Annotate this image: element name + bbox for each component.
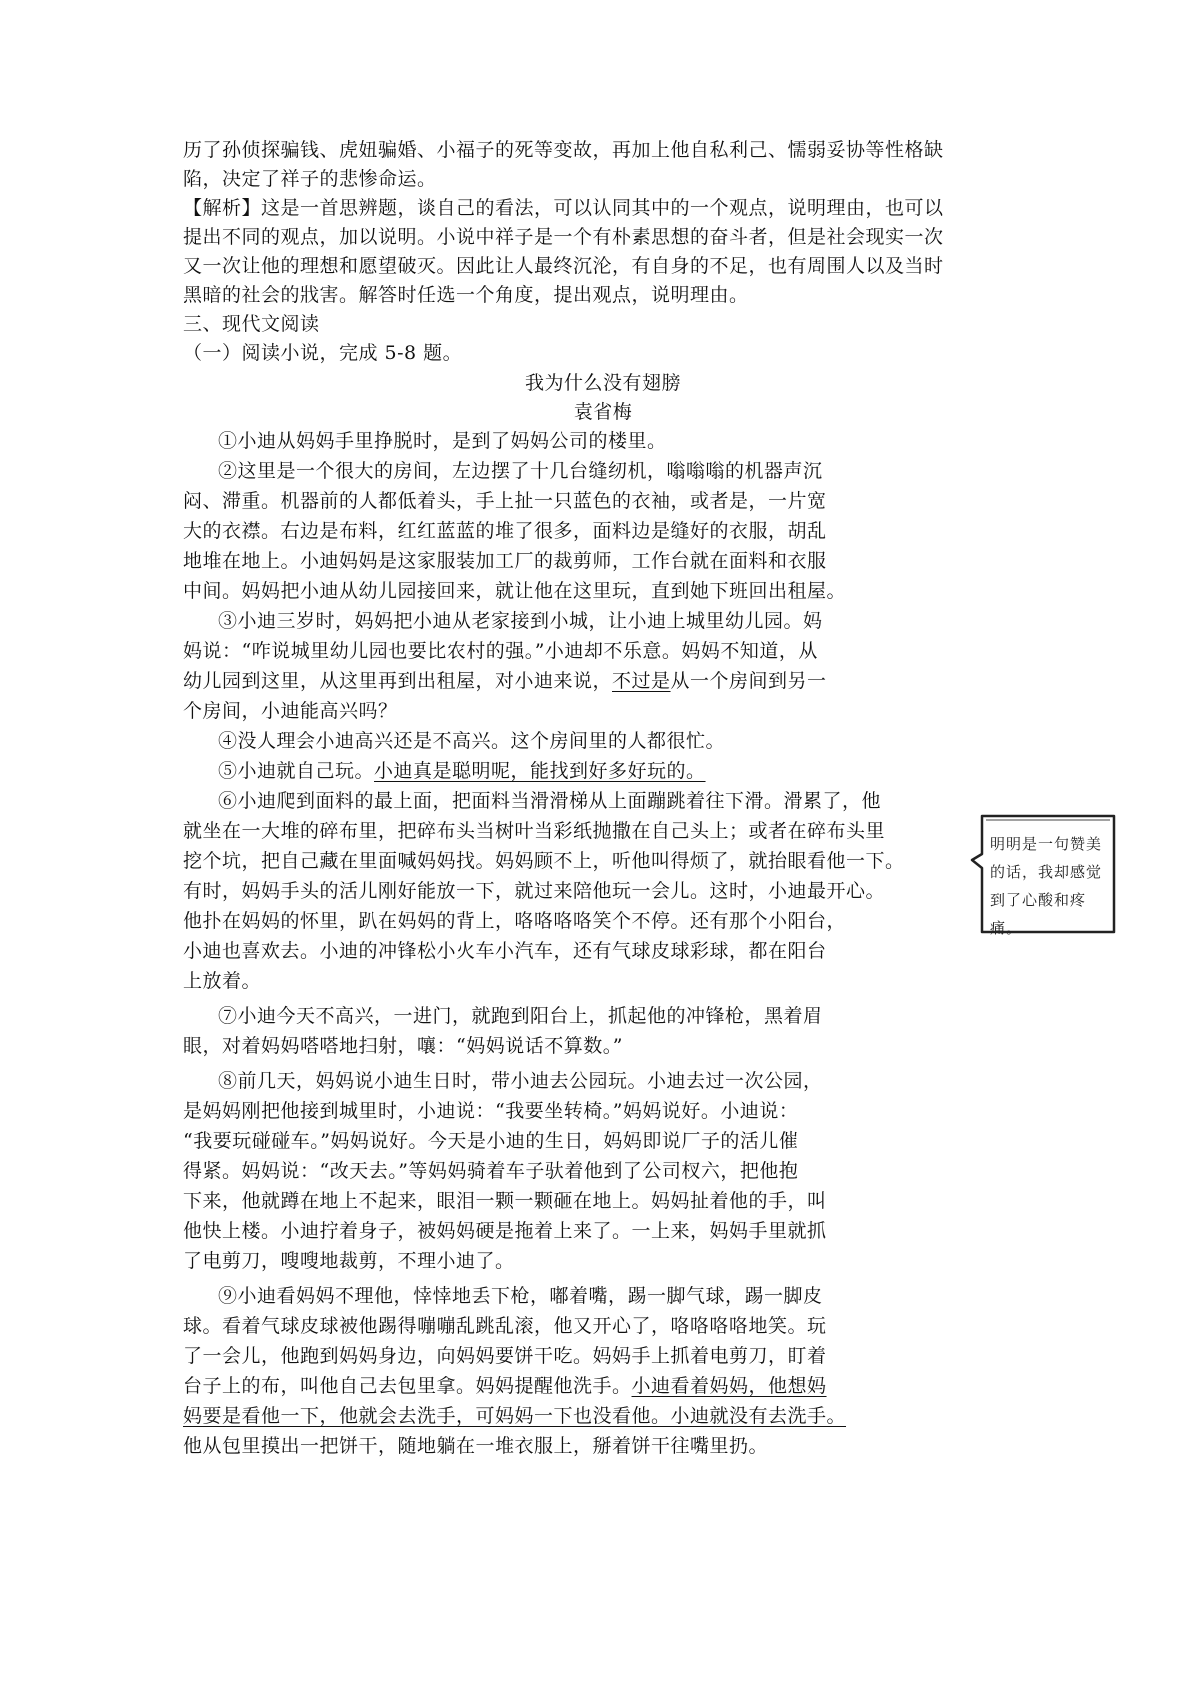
continuation-line-1: 历了孙侦探骗钱、虎妞骗婚、小福子的死等变故，再加上他自私利己、懦弱妥协等性格缺 [183, 139, 944, 161]
paragraph-6-line: 上放着。 [183, 970, 262, 992]
paragraph-8-line: 得紧。妈妈说：“改天去。”等妈妈骑着车子驮着他到了公司杈六，把他抱 [183, 1160, 799, 1182]
underlined-phrase: 不过是 [612, 670, 671, 692]
paragraph-6-line: 就坐在一大堆的碎布里，把碎布头当树叶当彩纸抛撒在自己头上；或者在碎布头里 [183, 820, 886, 842]
paragraph-6-line: 他扑在妈妈的怀里，趴在妈妈的背上，咯咯咯咯笑个不停。还有那个小阳台， [183, 910, 847, 932]
paragraph-7-line: 眼，对着妈妈嗒嗒地扫射，嚷：“妈妈说话不算数。” [183, 1035, 623, 1057]
paragraph-3-text: 从一个房间到另一 [670, 670, 827, 692]
paragraph-9-line: 球。看着气球皮球被他踢得嘣嘣乱跳乱滚，他又开心了，咯咯咯咯地笑。玩 [183, 1315, 827, 1337]
underlined-sentence: 小迪真是聪明呢，能找到好多好玩的。 [374, 760, 706, 782]
paragraph-5 [218, 757, 706, 785]
paragraph-2-line: 闷、滞重。机器前的人都低着头，手上扯一只蓝色的衣袖，或者是，一片宽 [183, 490, 827, 512]
paragraph-9-line: 了一会儿，他跑到妈妈身边，向妈妈要饼干吃。妈妈手上抓着电剪刀，盯着 [183, 1345, 827, 1367]
paragraph-9-line: ⑨小迪看妈妈不理他，悻悻地丢下枪，嘟着嘴，踢一脚气球，踢一脚皮 [218, 1285, 823, 1307]
analysis-line-3: 又一次让他的理想和愿望破灭。因此让人最终沉沦，有自身的不足，也有周围人以及当时 [183, 255, 944, 277]
paragraph-8-line: 了电剪刀，嗖嗖地裁剪，不理小迪了。 [183, 1250, 515, 1272]
story-author: 袁省梅 [573, 401, 633, 423]
paragraph-2-line: 大的衣襟。右边是布料，红红蓝蓝的堆了很多，面料边是缝好的衣服，胡乱 [183, 520, 827, 542]
paragraph-2-line: 地堆在地上。小迪妈妈是这家服装加工厂的裁剪师，工作台就在面料和衣服 [183, 550, 827, 572]
continuation-line-2: 陷，决定了祥子的悲惨命运。 [183, 168, 437, 190]
paragraph-6-line: 挖个坑，把自己藏在里面喊妈妈找。妈妈顾不上，听他叫得烦了，就抬眼看他一下。 [183, 850, 905, 872]
paragraph-8-line: 他快上楼。小迪拧着身子，被妈妈硬是拖着上来了。一上来，妈妈手里就抓 [183, 1220, 827, 1242]
margin-note-callout [968, 810, 1122, 938]
paragraph-3-line: 妈说：“咋说城里幼儿园也要比农村的强。”小迪却不乐意。妈妈不知道，从 [183, 640, 818, 662]
margin-note-text: 明明是一句赞美的话，我却感觉到了心酸和疼痛。 [990, 835, 1103, 937]
paragraph-8-line: 下来，他就蹲在地上不起来，眼泪一颗一颗砸在地上。妈妈扯着他的手，叫 [183, 1190, 827, 1212]
paragraph-3-line [183, 667, 895, 695]
paragraph-9-line: 他从包里摸出一把饼干，随地躺在一堆衣服上，掰着饼干往嘴里扔。 [183, 1435, 769, 1457]
paragraph-5-text: ⑤小迪就自己玩。 [218, 760, 375, 782]
paragraph-8-line: 是妈妈刚把他接到城里时，小迪说：“我要坐转椅。”妈妈说好。小迪说： [183, 1100, 799, 1122]
story-title: 我为什么没有翅膀 [524, 372, 681, 394]
paragraph-9-line [183, 1402, 895, 1430]
sub-heading: （一）阅读小说，完成 5-8 题。 [183, 342, 463, 364]
paragraph-3-line: ③小迪三岁时，妈妈把小迪从老家接到小城，让小迪上城里幼儿园。妈 [218, 610, 823, 632]
paragraph-8-line: “我要玩碰碰车。”妈妈说好。今天是小迪的生日，妈妈即说厂子的活儿催 [183, 1130, 799, 1152]
analysis-line-4: 黑暗的社会的戕害。解答时任选一个角度，提出观点，说明理由。 [183, 284, 749, 306]
paragraph-6-line: 有时，妈妈手头的活儿刚好能放一下，就过来陪他玩一会儿。这时，小迪最开心。 [183, 880, 886, 902]
paragraph-7-line: ⑦小迪今天不高兴，一进门，就跑到阳台上，抓起他的冲锋枪，黑着眉 [218, 1005, 823, 1027]
paragraph-2-line: 中间。妈妈把小迪从幼儿园接回来，就让他在这里玩，直到她下班回出租屋。 [183, 580, 847, 602]
paragraph-1: ①小迪从妈妈手里挣脱时，是到了妈妈公司的楼里。 [218, 430, 667, 452]
underlined-sentence: 妈要是看他一下，他就会去洗手，可妈妈一下也没看他。小迪就没有去洗手。 [183, 1405, 847, 1427]
paragraph-9-text: 台子上的布，叫他自己去包里拿。妈妈提醒他洗手。 [183, 1375, 632, 1397]
paragraph-3-line: 个房间，小迪能高兴吗？ [183, 700, 398, 722]
analysis-line-1: 【解析】这是一首思辨题，谈自己的看法，可以认同其中的一个观点，说明理由，也可以 [183, 197, 944, 219]
analysis-line-2: 提出不同的观点，加以说明。小说中祥子是一个有朴素思想的奋斗者，但是社会现实一次 [183, 226, 944, 248]
paragraph-6-line: 小迪也喜欢去。小迪的冲锋松小火车小汽车，还有气球皮球彩球，都在阳台 [183, 940, 827, 962]
paragraph-3-text: 幼儿园到这里，从这里再到出租屋，对小迪来说， [183, 670, 613, 692]
paragraph-9-line [183, 1372, 895, 1400]
paragraph-6-line: ⑥小迪爬到面料的最上面，把面料当滑滑梯从上面蹦跳着往下滑。滑累了，他 [218, 790, 882, 812]
paragraph-8-line: ⑧前几天，妈妈说小迪生日时，带小迪去公园玩。小迪去过一次公园， [218, 1070, 823, 1092]
paragraph-4: ④没人理会小迪高兴还是不高兴。这个房间里的人都很忙。 [218, 730, 726, 752]
paragraph-2-line: ②这里是一个很大的房间，左边摆了十几台缝纫机，嗡嗡嗡的机器声沉 [218, 460, 823, 482]
underlined-sentence: 小迪看着妈妈，他想妈 [631, 1375, 827, 1397]
section-heading: 三、现代文阅读 [183, 313, 320, 335]
